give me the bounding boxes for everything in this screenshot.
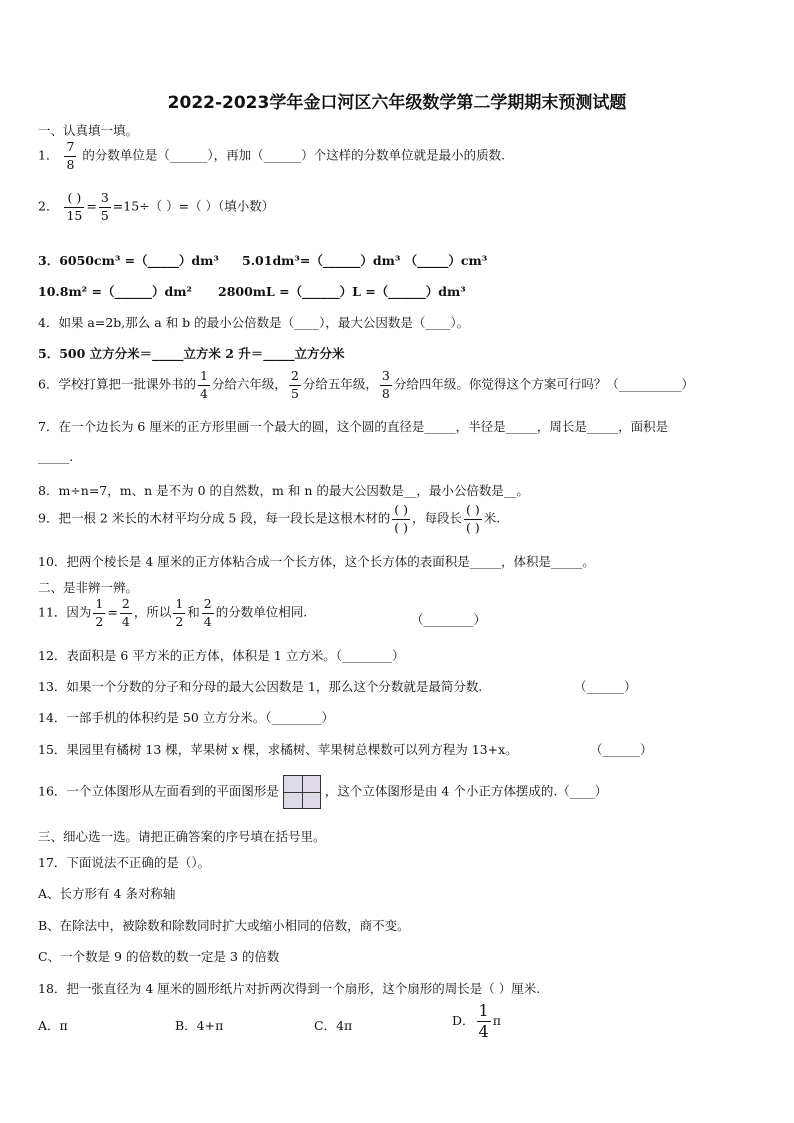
pi-symbol: π (492, 1013, 501, 1028)
question-number: 12． (38, 648, 67, 663)
question-number: 7． (38, 419, 59, 434)
question-number: 8． (38, 483, 59, 498)
question-10 (38, 552, 595, 570)
question-text: 分给六年级， (211, 376, 287, 392)
numerator: 1 (93, 598, 105, 614)
question-14 (38, 708, 334, 726)
fraction (198, 370, 210, 400)
fraction (64, 141, 76, 171)
question-text: 如果 a=2b,那么 a 和 b 的最小公倍数是（____），最大公因数是（____）。 (58, 315, 470, 330)
answer-blank: （________） (411, 612, 487, 627)
question-text: m÷n=7，m、n 是不为 0 的自然数，m 和 n 的最大公因数是__，最小公倍数是__。 (58, 483, 529, 498)
numerator: ( ) (392, 504, 410, 520)
question-18 (38, 979, 540, 997)
question-3 (38, 251, 219, 269)
question-text: 500 立方分米＝_____立方米 2 升＝_____立方分米 (59, 346, 345, 361)
question-number: 11． (38, 604, 67, 620)
question-3-line-2a: 10.8m² =（______）dm² (38, 284, 192, 299)
numerator: 1 (478, 1001, 489, 1020)
question-1 (38, 141, 505, 171)
question-text: 的分数单位相同. (215, 604, 308, 620)
question-text: 分给四年级。你觉得这个方案可行吗？（__________） (393, 376, 694, 392)
question-number: 13． (38, 679, 67, 694)
fraction (477, 1003, 491, 1040)
question-text: =15÷（ ）=（ ）（填小数） (112, 198, 275, 214)
denominator: ( ) (394, 519, 408, 535)
denominator: 4 (478, 1022, 489, 1041)
denominator: ( ) (466, 519, 480, 535)
four-square-grid-figure (283, 775, 321, 809)
fraction (120, 598, 132, 628)
fraction (93, 598, 105, 628)
question-number: 18． (38, 981, 67, 996)
option-c: C、一个数是 9 的倍数的数一定是 3 的倍数 (38, 949, 280, 964)
question-text: 因为 (66, 604, 92, 620)
question-text: 在一个边长为 6 厘米的正方形里画一个最大的圆，这个圆的直径是_____，半径是_____，周长是_____，面积是 (58, 419, 669, 434)
question-17 (38, 853, 210, 871)
denominator: 2 (95, 613, 104, 629)
fraction-blank (392, 504, 410, 534)
denominator: 5 (290, 385, 299, 401)
question-text: ，这个立体图形是由 4 个小正方体摆成的.（____） (324, 783, 608, 799)
numerator: ( ) (64, 192, 84, 208)
question-text: 把一根 2 米长的木材平均分成 5 段，每一段长是这根木材的 (58, 510, 391, 526)
section-heading: 三、细心选一选。请把正确答案的序号填在括号里。 (38, 829, 326, 844)
denominator: 8 (66, 156, 75, 172)
numerator: 3 (380, 370, 392, 386)
page-title: 2022-2023学年金口河区六年级数学第二学期期末预测试题 (167, 93, 627, 113)
question-text: ，所以 (133, 604, 172, 620)
option-a: A、长方形有 4 条对称轴 (38, 886, 176, 901)
question-number: 16． (38, 783, 67, 799)
equals-sign: = (86, 198, 97, 214)
question-number: 3． (38, 253, 60, 268)
question-7-continued: _____. (38, 449, 74, 464)
question-4 (38, 313, 469, 331)
option-c: C．4π (314, 1018, 353, 1033)
question-9 (38, 504, 500, 534)
question-6 (38, 370, 694, 400)
question-3-line-2b: 2800mL =（______）L =（______）dm³ (218, 284, 466, 299)
question-text: ，每段长 (412, 510, 463, 526)
question-text: 分给五年级， (302, 376, 378, 392)
numerator: ( ) (464, 504, 482, 520)
question-number: 17． (38, 855, 67, 870)
question-number: 5． (38, 346, 60, 361)
question-number: 14． (38, 710, 67, 725)
question-8 (38, 481, 529, 499)
numerator: 2 (202, 598, 214, 614)
question-15 (38, 740, 518, 758)
question-3-part-b: 5.01dm³=（______）dm³ （_____）cm³ (242, 253, 488, 268)
question-number: 9． (38, 510, 59, 526)
question-text: 如果一个分数的分子和分母的最大公因数是 1，那么这个分数就是最简分数. (66, 679, 483, 694)
denominator: 15 (66, 207, 83, 223)
question-2 (38, 192, 274, 222)
question-number: 1． (38, 147, 59, 163)
question-text: 把两个棱长是 4 厘米的正方体粘合成一个长方体，这个长方体的表面积是_____，体积是_____。 (66, 554, 595, 569)
denominator: 2 (175, 613, 184, 629)
question-12 (38, 646, 404, 664)
numerator: 2 (120, 598, 132, 614)
question-text: 表面积是 6 平方米的正方体，体积是 1 立方米。（________） (66, 648, 405, 663)
question-number: 6． (38, 376, 59, 392)
question-number: 2． (38, 198, 59, 214)
numerator: 7 (64, 141, 76, 157)
question-7 (38, 417, 668, 435)
option-label: D． (452, 1013, 475, 1028)
answer-blank: （______） (574, 679, 637, 694)
fraction (173, 598, 185, 628)
question-13 (38, 677, 482, 695)
question-5 (38, 344, 345, 362)
equals-sign: = (107, 604, 118, 620)
question-text: 的分数单位是（______），再加（______）个这样的分数单位就是最小的质数. (82, 147, 506, 163)
question-text: 下面说法不正确的是（）。 (66, 855, 211, 870)
question-number: 15． (38, 742, 67, 757)
denominator: 5 (100, 207, 109, 223)
denominator: 4 (203, 613, 212, 629)
fraction (202, 598, 214, 628)
numerator: 3 (99, 192, 111, 208)
option-a: A．π (38, 1018, 68, 1033)
fraction (64, 192, 84, 222)
fraction-blank (464, 504, 482, 534)
option-d (452, 1003, 501, 1040)
question-11 (38, 598, 307, 628)
denominator: 4 (199, 385, 208, 401)
question-number: 10． (38, 554, 67, 569)
denominator: 8 (381, 385, 390, 401)
question-text: 和 (187, 604, 200, 620)
numerator: 1 (173, 598, 185, 614)
fraction (99, 192, 111, 222)
question-text: 一部手机的体积约是 50 立方分米。（________） (66, 710, 335, 725)
option-b: B．4+π (175, 1018, 224, 1033)
question-text: 一个立体图形从左面看到的平面图形是 (66, 783, 279, 799)
question-text: 把一张直径为 4 厘米的圆形纸片对折两次得到一个扇形，这个扇形的周长是（ ）厘米. (66, 981, 541, 996)
question-number: 4． (38, 315, 59, 330)
numerator: 2 (289, 370, 301, 386)
question-text: 学校打算把一批课外书的 (58, 376, 196, 392)
section-heading: 一、认真填一填。 (38, 123, 139, 138)
section-heading: 二、是非辨一辨。 (38, 580, 139, 595)
question-16 (38, 775, 607, 809)
answer-blank: （______） (590, 742, 653, 757)
question-text: 6050cm³ =（_____）dm³ (59, 253, 219, 268)
denominator: 4 (121, 613, 130, 629)
fraction (380, 370, 392, 400)
option-b: B、在除法中，被除数和除数同时扩大或缩小相同的倍数，商不变。 (38, 918, 410, 933)
numerator: 1 (198, 370, 210, 386)
fraction (289, 370, 301, 400)
question-text: 米. (483, 510, 501, 526)
question-text: 果园里有橘树 13 棵，苹果树 x 棵，求橘树、苹果树总棵数可以列方程为 13+x。 (66, 742, 518, 757)
